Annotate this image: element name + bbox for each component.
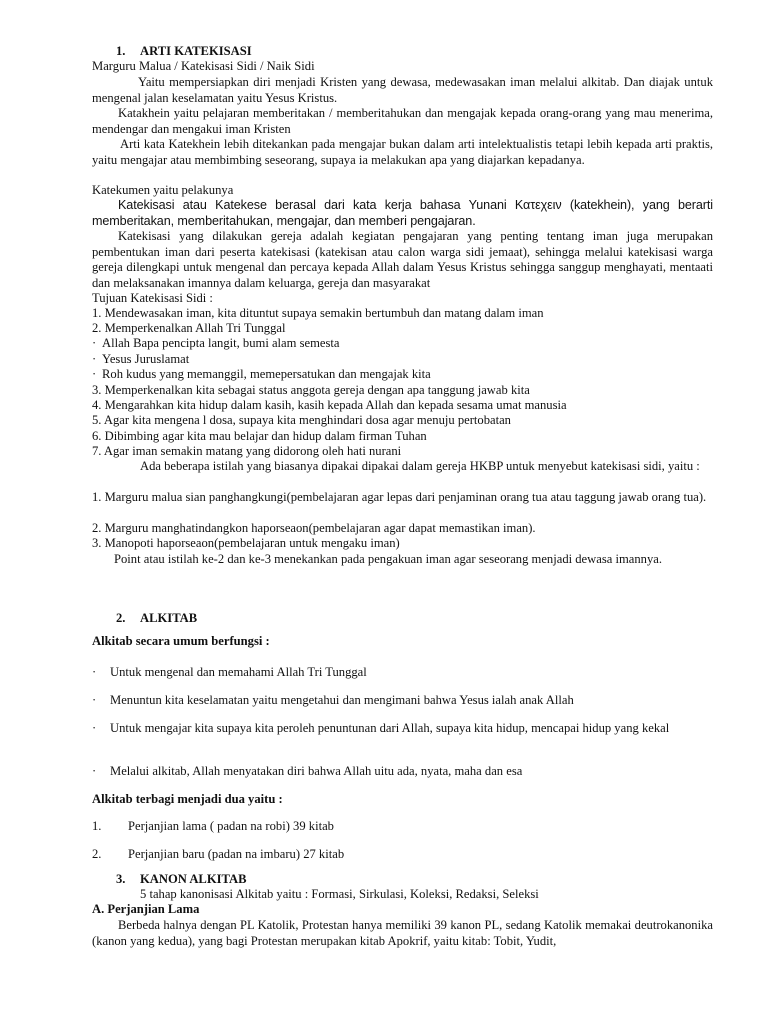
paragraph: Katekumen yaitu pelakunya — [92, 183, 234, 197]
list-item: 2. Perjanjian baru (padan na imbaru) 27 kitab — [92, 847, 345, 861]
paragraph: Katakhein yaitu pelajaran memberitakan / memberitahukan dan mengajak kepada orang-orang yang mau menerima, mendengar dan mengakui iman Kristen — [92, 106, 713, 136]
list-item: 1. Perjanjian lama ( padan na robi) 39 kitab — [92, 819, 334, 833]
list-item: · Untuk mengajar kita supaya kita peroleh penuntunan dari Allah, supaya kita hidup, mencapai hidup yang kekal — [92, 721, 670, 735]
list-item: · Melalui alkitab, Allah menyatakan diri bahwa Allah uitu ada, nyata, maha dan esa — [92, 764, 523, 778]
list-item: 3. Memperkenalkan kita sebagai status anggota gereja dengan apa tanggung jawab kita — [92, 383, 530, 397]
section-1-subtitle: Marguru Malua / Katekisasi Sidi / Naik Sidi — [92, 59, 315, 73]
paragraph: Yaitu mempersiapkan diri menjadi Kristen yang dewasa, medewasakan iman melalui alkitab. Dan diajak untuk mengenal jalan keselamatan yaitu Yesus Kristus. — [92, 75, 713, 105]
list-item: 2. Marguru manghatindangkon haporseaon(pembelajaran agar dapat memastikan iman). — [92, 521, 536, 535]
list-item: 5. Agar kita mengena l dosa, supaya kita menghindari dosa agar menuju pertobatan — [92, 413, 511, 427]
fungsi-title: Alkitab secara umum berfungsi : — [92, 634, 270, 648]
section-1-heading: 1. ARTI KATEKISASI — [116, 44, 252, 58]
list-item: · Allah Bapa pencipta langit, bumi alam semesta — [92, 336, 340, 350]
paragraph: Ada beberapa istilah yang biasanya dipakai dipakai dalam gereja HKBP untuk menyebut katekisasi sidi, yaitu : — [140, 459, 700, 473]
paragraph: Point atau istilah ke-2 dan ke-3 menekankan pada pengakuan iman agar seseorang menjadi dewasa imannya. — [114, 552, 662, 566]
section-3-heading: 3. KANON ALKITAB — [116, 872, 247, 886]
paragraph: Katekisasi yang dilakukan gereja adalah kegiatan pengajaran yang penting tentang iman juga merupakan pembentukan iman dari peserta katekisasi (katekisan atau calon warga sidi jemaat), sehingga melalui katekisasi warga gereja dilengkapi untuk mengenal dan percaya kepada Allah dalam Yesus Kristus sehingga sanggup menghayati, mentaati dan melaksanakan imannya dalam keluarga, gereja dan masyarakat — [92, 229, 713, 290]
terbagi-title: Alkitab terbagi menjadi dua yaitu : — [92, 792, 283, 806]
section-2-heading: 2. ALKITAB — [116, 611, 198, 625]
paragraph: Berbeda halnya dengan PL Katolik, Protestan hanya memiliki 39 kanon PL, sedang Katolik memakai deutrokanonika (kanon yang kedua), yang bagi Protestan merupakan kitab Apokrif, yaitu kitab: Tobit, Yudit, — [92, 918, 713, 948]
list-item: 7. Agar iman semakin matang yang didorong oleh hati nurani — [92, 444, 402, 458]
kanonisasi-line: 5 tahap kanonisasi Alkitab yaitu : Formasi, Sirkulasi, Koleksi, Redaksi, Seleksi — [140, 887, 539, 901]
list-item: 6. Dibimbing agar kita mau belajar dan hidup dalam firman Tuhan — [92, 429, 427, 443]
subheading-perjanjian-lama: A. Perjanjian Lama — [92, 902, 200, 916]
paragraph: Arti kata Katekhein lebih ditekankan pada mengajar bukan dalam arti intelektualistis tetapi lebih kepada arti praktis, yaitu mengajar atau membimbing seseorang, supaya ia melakukan apa yang diajarkan kepadanya. — [92, 137, 713, 167]
paragraph: Katekisasi atau Katekese berasal dari kata kerja bahasa Yunani Κατεχειν (katekhein), yang berarti memberitakan, memberitahukan, mengajar, dan memberi pengajaran. — [92, 198, 713, 228]
list-item: 4. Mengarahkan kita hidup dalam kasih, kasih kepada Allah dan kepada sesama umat manusia — [92, 398, 567, 412]
tujuan-title: Tujuan Katekisasi Sidi : — [92, 291, 213, 305]
list-item: 2. Memperkenalkan Allah Tri Tunggal — [92, 321, 286, 335]
list-item: · Menuntun kita keselamatan yaitu mengetahui dan mengimani bahwa Yesus ialah anak Allah — [92, 693, 574, 707]
list-item: · Untuk mengenal dan memahami Allah Tri Tunggal — [92, 665, 367, 679]
list-item: · Yesus Juruslamat — [92, 352, 190, 366]
list-item: 1. Mendewasakan iman, kita dituntut supaya semakin bertumbuh dan matang dalam iman — [92, 306, 544, 320]
list-item: 3. Manopoti haporseaon(pembelajaran untuk mengaku iman) — [92, 536, 400, 550]
list-item: 1. Marguru malua sian panghangkungi(pembelajaran agar lepas dari penjaminan orang tua atau taggung jawab orang tua). — [92, 490, 707, 504]
list-item: · Roh kudus yang memanggil, memepersatukan dan mengajak kita — [92, 367, 431, 381]
